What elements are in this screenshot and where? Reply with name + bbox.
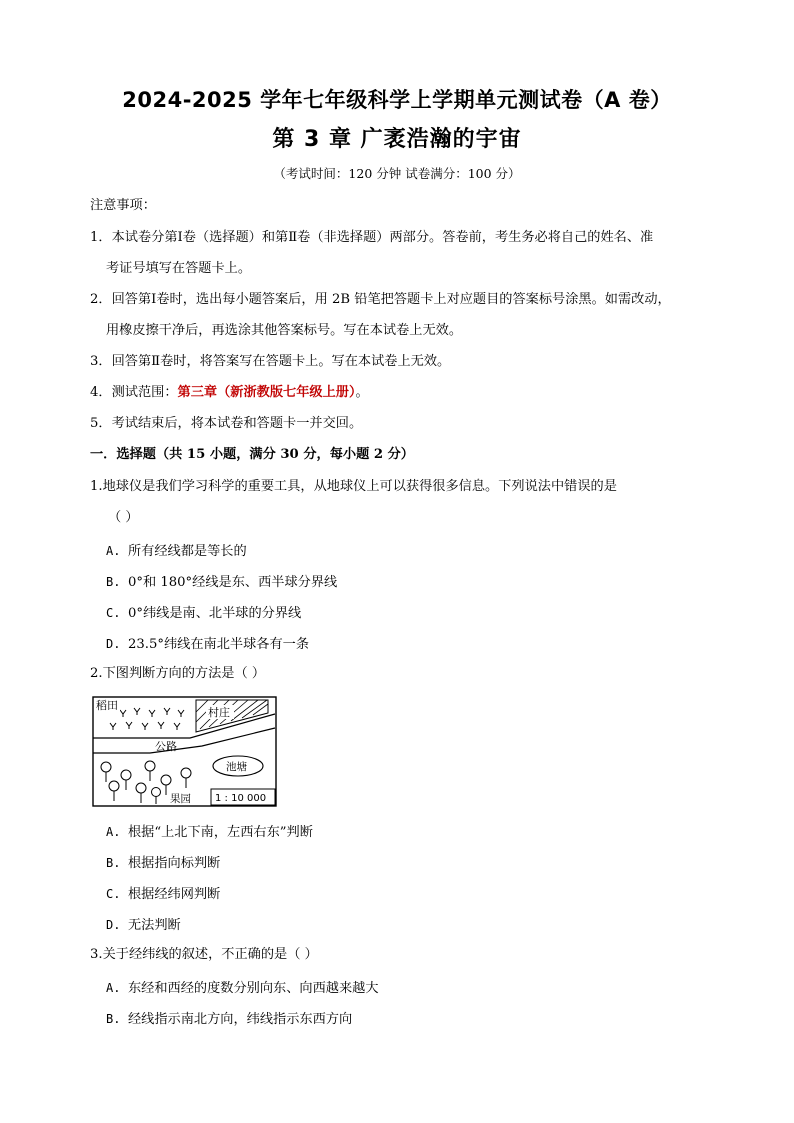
map-label-paddy: 稻田 bbox=[96, 699, 118, 712]
option-label: B. bbox=[106, 856, 121, 870]
question-1-bracket: （ ） bbox=[108, 510, 139, 525]
option-text: 东经和西经的度数分别向东、向西越来越大 bbox=[128, 981, 379, 996]
note-4-prefix: 4．测试范围： bbox=[90, 385, 178, 400]
exam-title: 2024-2025 学年七年级科学上学期单元测试卷（A 卷） bbox=[122, 88, 672, 112]
notes-heading: 注意事项： bbox=[90, 198, 156, 213]
option-label: A. bbox=[106, 544, 121, 558]
option-label: B. bbox=[106, 575, 121, 589]
note-3: 3．回答第Ⅱ卷时，将答案写在答题卡上。写在本试卷上无效。 bbox=[90, 354, 451, 369]
exam-info: （考试时间：120 分钟 试卷满分：100 分） bbox=[273, 166, 521, 181]
option-text: 0°纬线是南、北半球的分界线 bbox=[128, 606, 302, 621]
option-label: B. bbox=[106, 1012, 121, 1026]
option-text: 根据经纬网判断 bbox=[128, 887, 221, 902]
q1-option-c bbox=[106, 602, 301, 621]
note-4-suffix: 。 bbox=[355, 385, 369, 400]
q2-option-a bbox=[106, 821, 313, 840]
option-label: D. bbox=[106, 918, 121, 932]
map-scale: 1 : 10 000 bbox=[215, 793, 267, 804]
option-text: 根据“上北下南，左西右东”判断 bbox=[128, 825, 313, 840]
q1-option-a bbox=[106, 540, 247, 559]
option-label: C. bbox=[106, 887, 121, 901]
note-1-line-1: 1．本试卷分第Ⅰ卷（选择题）和第Ⅱ卷（非选择题）两部分。答卷前，考生务必将自己的姓名、准 bbox=[90, 230, 654, 245]
q3-option-a bbox=[106, 977, 379, 996]
option-text: 无法判断 bbox=[128, 918, 181, 933]
option-text: 0°和 180°经线是东、西半球分界线 bbox=[128, 575, 338, 590]
option-label: A. bbox=[106, 981, 121, 995]
note-5: 5．考试结束后，将本试卷和答题卡一并交回。 bbox=[90, 416, 363, 431]
option-label: A. bbox=[106, 825, 121, 839]
section-heading: 一．选择题（共 15 小题，满分 30 分，每小题 2 分） bbox=[90, 447, 414, 462]
note-1-line-2: 考证号填写在答题卡上。 bbox=[106, 261, 252, 276]
map-label-orchard: 果园 bbox=[170, 793, 191, 805]
question-2-stem: 2.下图判断方向的方法是（ ） bbox=[90, 666, 266, 681]
option-text: 所有经线都是等长的 bbox=[128, 544, 247, 559]
q1-option-d bbox=[106, 633, 309, 652]
question-1-stem: 1.地球仪是我们学习科学的重要工具，从地球仪上可以获得很多信息。下列说法中错误的是 bbox=[90, 479, 617, 494]
option-text: 经线指示南北方向，纬线指示东西方向 bbox=[128, 1012, 353, 1027]
option-label: D. bbox=[106, 637, 121, 651]
q1-option-b bbox=[106, 571, 337, 590]
map-label-pond: 池塘 bbox=[226, 761, 247, 773]
q2-option-b bbox=[106, 852, 220, 871]
q2-option-d bbox=[106, 914, 181, 933]
q2-map-figure bbox=[92, 696, 278, 808]
option-text: 根据指向标判断 bbox=[128, 856, 221, 871]
test-range: 第三章（新浙教版七年级上册） bbox=[177, 385, 356, 400]
note-2-line-2: 用橡皮擦干净后，再选涂其他答案标号。写在本试卷上无效。 bbox=[106, 323, 463, 338]
chapter-title: 第 3 章 广袤浩瀚的宇宙 bbox=[272, 127, 522, 152]
note-4 bbox=[90, 383, 369, 403]
map-label-village: 村庄 bbox=[208, 706, 230, 719]
map-label-road: 公路 bbox=[155, 740, 177, 753]
option-text: 23.5°纬线在南北半球各有一条 bbox=[128, 637, 310, 652]
question-3-stem: 3.关于经纬线的叙述，不正确的是（ ） bbox=[90, 947, 318, 962]
q3-option-b bbox=[106, 1008, 352, 1027]
option-label: C. bbox=[106, 606, 121, 620]
q2-option-c bbox=[106, 883, 220, 902]
note-2-line-1: 2．回答第Ⅰ卷时，选出每小题答案后，用 2B 铅笔把答题卡上对应题目的答案标号涂黑。如需改动， bbox=[90, 292, 671, 307]
